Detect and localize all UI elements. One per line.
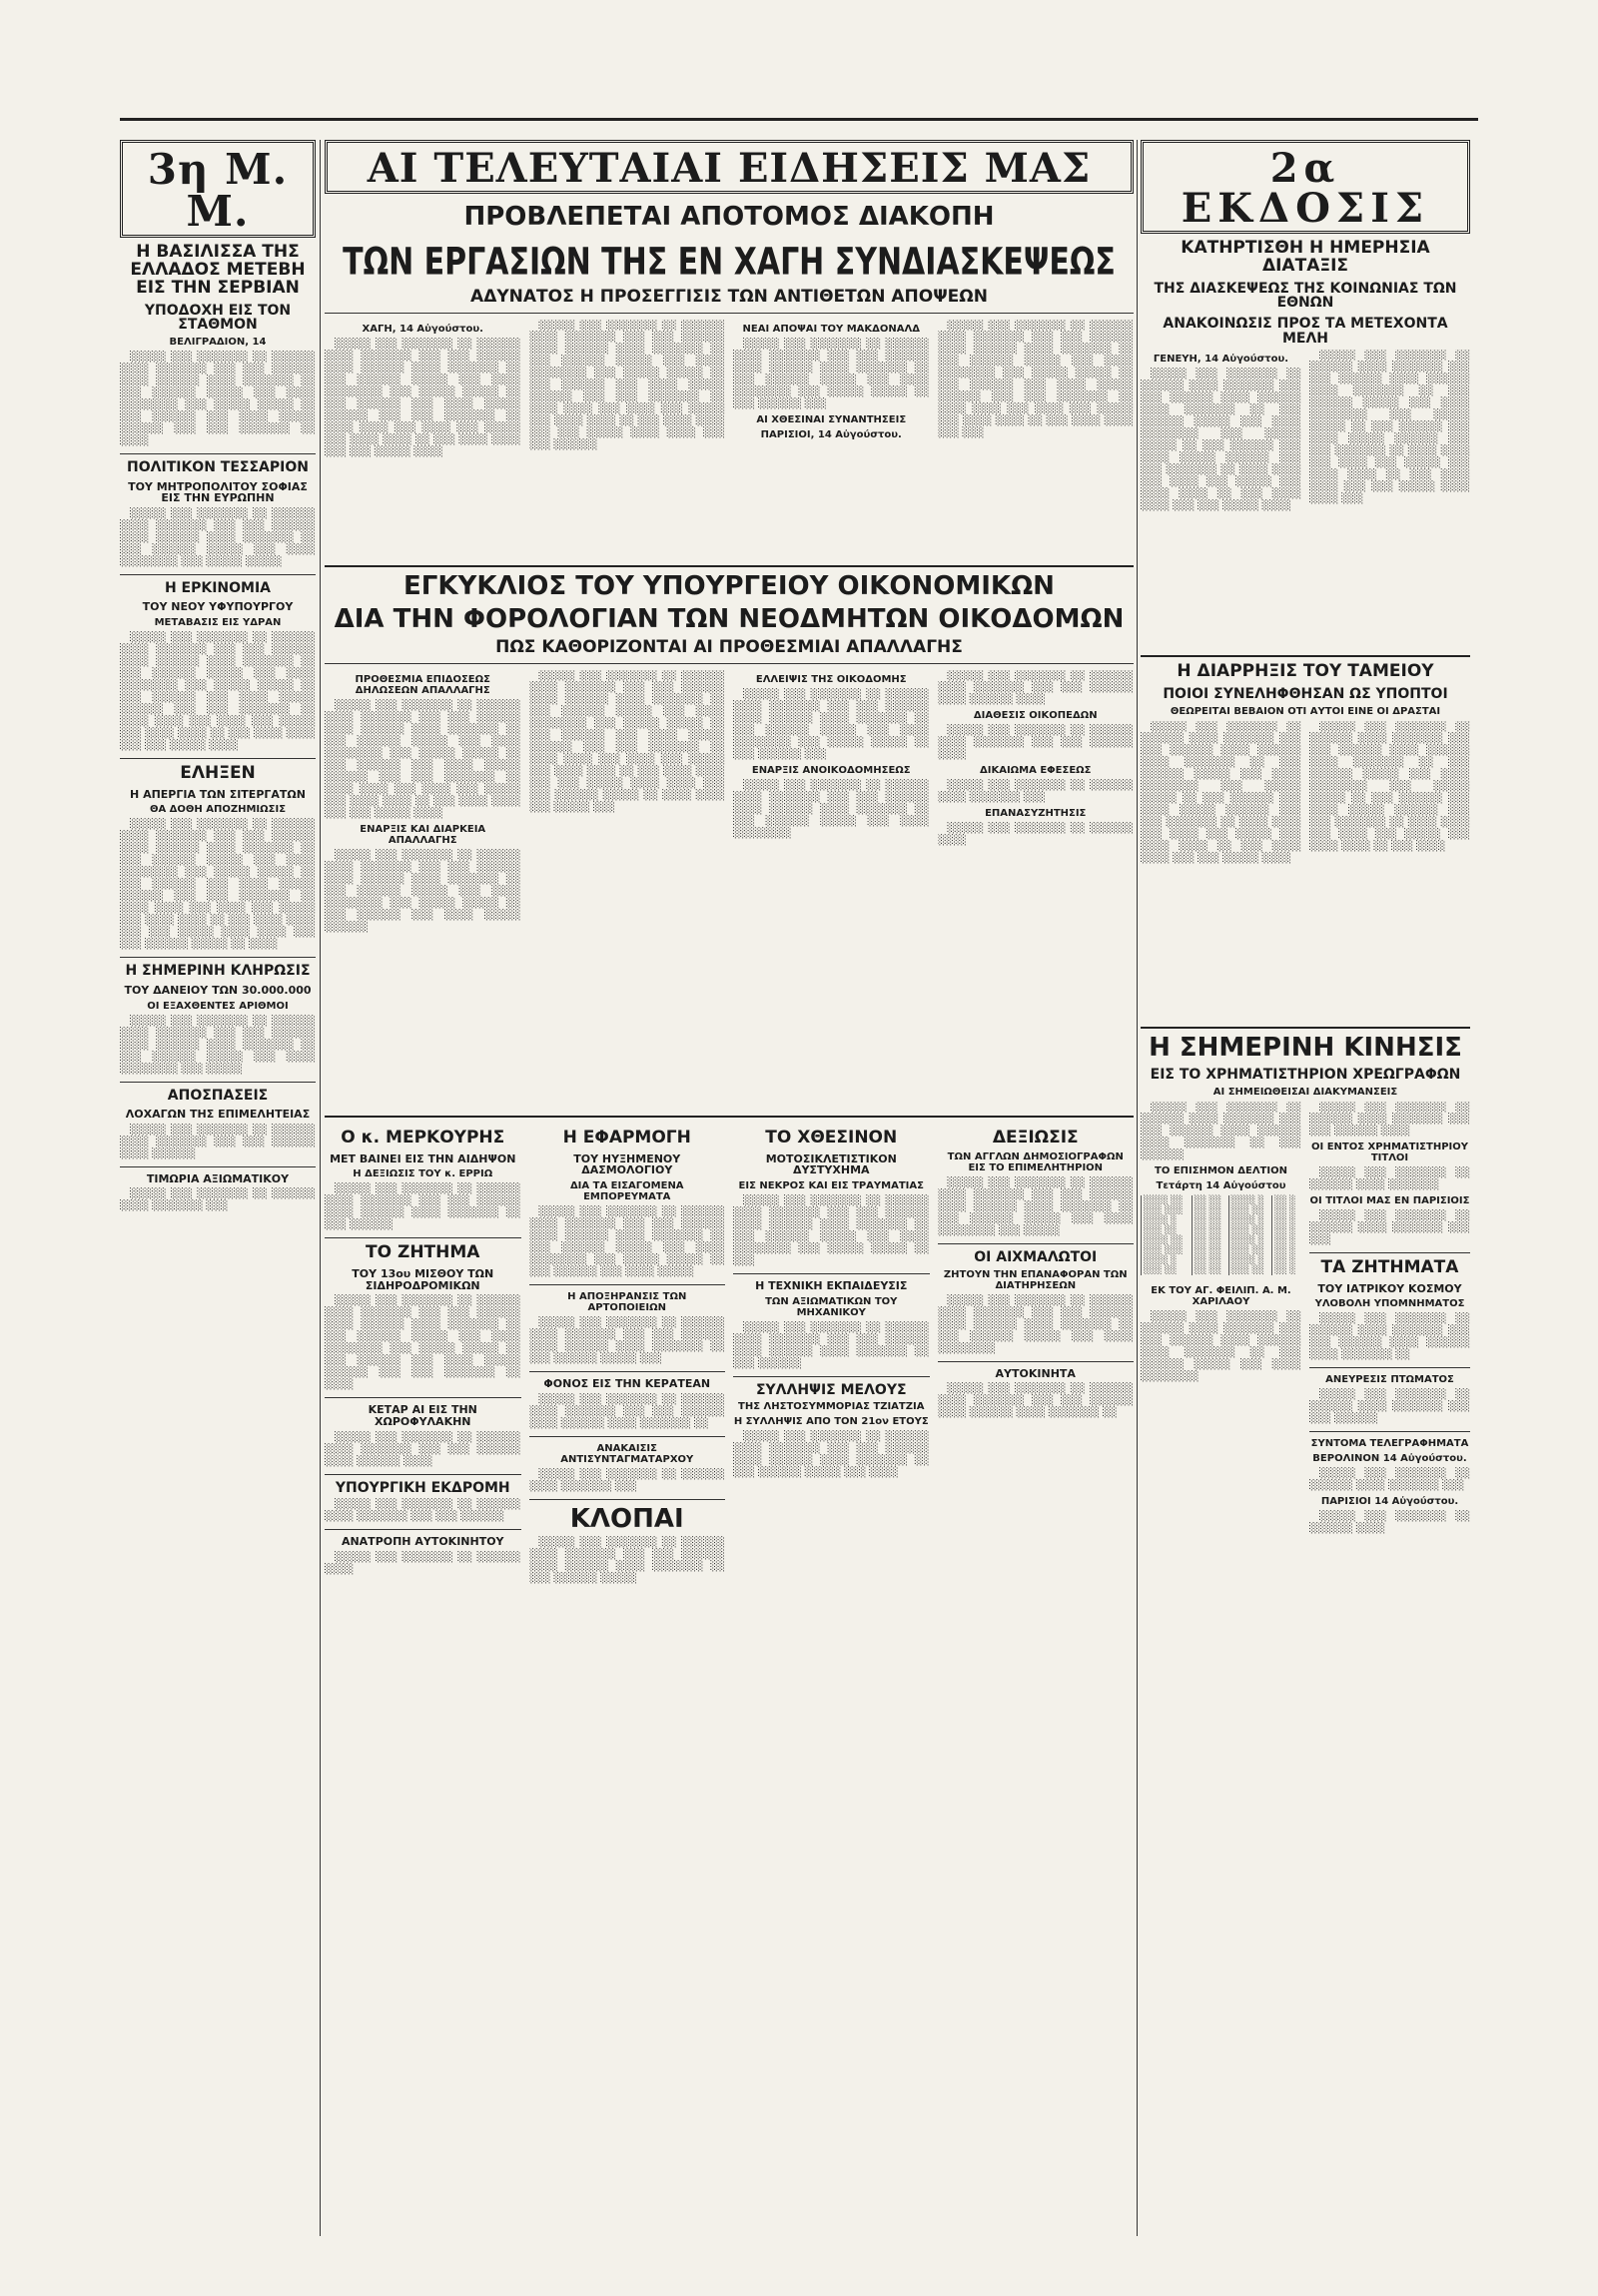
box-meetings: ΑΙ ΧΘΕΣΙΝΑΙ ΣΥΝΑΝΤΗΣΕΙΣ <box>756 413 907 425</box>
section-headline-3: ΠΩΣ ΚΑΘΟΡΙΖΟΝΤΑΙ ΑΙ ΠΡΟΘΕΣΜΙΑΙ ΑΠΑΛΛΑΓΗΣ <box>495 637 963 658</box>
body-text: ░░░░░ ░░░ ░░░░░░░ ░░ ░░░░░░ ░░░░ ░░░░░░░ ░░░ ░░░ ░░░░░░ <box>325 1499 521 1523</box>
body-text: ░░░░░ ░░░ ░░░░░░░ ░░ ░░░░░░ ░░░░ ░░░░░░░ ░░░ ░░░ ░░░░░░ ░░░░ ░░░░░░ ░░░░ ░░░░░░░ ░░ ░░░ ░░░░░░ ░░░░░ ░░░ ░░░░ ░░░░░░░░ ░░░ ░░░░░ ░░░░░ ░░ ░░░ ░░░░░░ ░░░ <box>733 689 930 761</box>
body-text: ░░░░░ ░░░ ░░░░░░░ ░░ ░░░░░░ ░░░░ ░░░░░░░ ░░░ ░░░ ░░░░░░ ░░░░ ░░░░░░ ░░░░ ░░░░░░░ ░░ ░░░ ░░░░░░ <box>325 1183 521 1231</box>
body-text: ░░░░░ ░░░ ░░░░░░░ ░░ ░░░░░░ ░░░░ ░░░░░░░ ░░░ ░░░ ░░░░░░ ░░░░ ░░░░░░ ░░░░ ░░░░░░░ ░░ ░░░ ░░░░░░ ░░░░░ ░░░ ░░░░ ░░░░░░░░ ░░░ ░░░░░ ░░░░░ <box>120 507 316 567</box>
bank-label: ΕΚ ΤΟΥ ΑΓ. ΦΕΙΛΙΠ. Α. Μ. ΧΑΡΙΛΑΟΥ <box>1151 1284 1291 1307</box>
headline-queen: Η ΒΑΣΙΛΙΣΣΑ ΤΗΣ ΕΛΛΑΔΟΣ ΜΕΤΕΒΗ ΕΙΣ ΤΗΝ ΣΕΡΒΙΑΝ <box>130 242 306 298</box>
subhead-fluctuations: ΑΙ ΣΗΜΕΙΩΘΕΙΣΑΙ ΔΙΑΚΥΜΑΝΣΕΙΣ <box>1212 1086 1398 1098</box>
body-text: ░░░░░ ░░░ ░░░░░░░ ░░ ░░░░░░ ░░░░ ░░░░░░░ ░░░ ░░░ ░░░░░░ ░░░░ ░░░░░░ ░░░░ ░░░░░░░ ░░ ░░░ ░░░░░░ ░░░░░ ░░░ ░░░░ ░░░░░░░░ <box>937 1294 1134 1354</box>
lead-dateline: ΧΑΓΗ, 14 Αὐγούστου. <box>362 323 483 335</box>
headline-safe-robbery: Η ΔΙΑΡΡΗΞΙΣ ΤΟΥ ΤΑΜΕΙΟΥ <box>1177 661 1434 682</box>
body-text: ░░░░░ ░░░ ░░░░░░░ ░░ ░░░░░░ ░░░░ ░░░░░░░ ░░░ ░░░ ░░░░░░ ░░░░ ░░░░░░ ░░░░ ░░░░░░░ ░░ ░░░ ░░░░░░ ░░░░░ ░░░ ░░░░ ░░░░░░░░ ░░░ ░░░░░ ░░░░░ ░░ ░░░ <box>733 1195 930 1267</box>
masthead-title: ΑΙ ΤΕΛΕΥΤΑΙΑΙ ΕΙΔΗΣΕΙΣ ΜΑΣ <box>325 140 1134 194</box>
subhead-motorcycle: ΜΟΤΟΣΙΚΛΕΤΙΣΤΙΚΟΝ ΔΥΣΤΥΧΗΜΑ <box>765 1151 897 1177</box>
top-rule <box>120 118 1478 121</box>
headline-medical: ΤΑ ΖΗΤΗΜΑΤΑ <box>1320 1256 1459 1277</box>
body-text: ░░░░░ ░░░ ░░░░░░░ ░░ ░░░░░░ ░░░░ ░░░░░░░ ░░░ <box>1309 1468 1470 1492</box>
body-text: ░░░░░ ░░░ ░░░░░░░ ░░ ░░░░░░ ░░░░ ░░░░░░░ ░░░ ░░░ ░░░░░░ ░░░░ ░░░░░░ ░░░░ ░░░░░░░ ░░ ░░░ ░░░░░░ ░░░░░ ░░░ ░░░░ ░░░░░░░░ ░░░ ░░░░░ ░░░░░ ░░ ░░░ ░░░░░░ ░░░ <box>733 338 930 409</box>
body-text: ░░░░░ ░░░ ░░░░░░░ ░░ ░░░░░░ ░░░░ ░░░░░░░ ░░░ ░░░ ░░░░░░ ░░░░ ░░░░░░ ░░░░ ░░░░░░░ ░░ ░░░ ░░░░░░ ░░░░░ ░░░ ░░░░ ░░░░░░░░ ░░░ ░░░░░ ░░░░░ ░░ ░░░ ░░░░░░ ░░░ ░░░░ ░░░░░ ░░░░░░ ░░░ ░░░ ░░░░░░░ ░░ ░░░░ ░░░░ ░░░ ░░░░ ░░░ ░░░░░ ░░░ ░░░░ ░░░░ ░░ ░░░ ░░░░ ░░░░ ░░░ ░░░ ░░░░░ ░░░░ ░░░░ ░░░ <box>1309 350 1470 505</box>
lead-subhead: ΑΔΥΝΑΤΟΣ Η ΠΡΟΣΕΓΓΙΣΙΣ ΤΩΝ ΑΝΤΙΘΕΤΩΝ ΑΠΟΨΕΩΝ <box>470 286 988 307</box>
headline-issue: ΤΟ ΖΗΤΗΜΑ <box>366 1242 480 1263</box>
paris-title: ΟΙ ΤΙΤΛΟΙ ΜΑΣ ΕΝ ΠΑΡΙΣΙΟΙΣ <box>1309 1194 1470 1206</box>
headline-yesterday: ΤΟ ΧΘΕΣΙΝΟΝ <box>765 1128 898 1148</box>
section-subhead: ΠΡΟΘΕΣΜΙΑ ΕΠΙΔΟΣΕΩΣ ΔΗΛΩΣΕΩΝ ΑΠΑΛΛΑΓΗΣ <box>355 674 490 697</box>
edition-tag-left: 3η Μ. Μ. <box>120 140 316 238</box>
headline-arrest: ΣΥΛΛΗΨΙΣ ΜΕΛΟΥΣ <box>755 1381 907 1398</box>
body-text: ░░░░░ ░░░ ░░░░░░░ ░░ ░░░░░░ ░░░░ ░░░░░░░ ░░░ ░░░ ░░░░░░ ░░░░ <box>1309 1101 1470 1137</box>
subhead-strike: Η ΑΠΕΡΓΙΑ ΤΩΝ ΣΙΤΕΡΓΑΤΩΝ <box>130 787 306 801</box>
body-text: ░░░░░ ░░░ ░░░░░░░ ░░ ░░░░░░ ░░░░ ░░░░░░░ ░░░ ░░░ ░░░░░░ ░░░░ <box>937 725 1134 761</box>
subhead-compensation: ΘΑ ΔΟΘΗ ΑΠΟΖΗΜΙΩΣΙΣ <box>149 804 287 816</box>
section-subhead: ΔΙΚΑΙΩΜΑ ΕΦΕΣΕΩΣ <box>980 765 1092 777</box>
body-text: ░░░░░ ░░░ ░░░░░░░ ░░ ░░░░░░ ░░░░ ░░░░░░░ ░░░ ░░░ ░░░░░░ ░░░░ ░░░░░░ ░░░░ ░░░░░░░ ░░ ░░░ ░░░░░░ ░░░░░ ░░░ ░░░░ ░░░░░░░░ ░░░ ░░░░░ ░░░░░ ░░ ░░░ ░░░░░░ ░░░ ░░░░ ░░░░░ ░░░░░░ ░░░ ░░░ ░░░░░░░ ░░ ░░░░ <box>325 1295 521 1391</box>
body-text: ░░░░░ ░░░ ░░░░░░░ ░░ ░░░░░░ ░░░░ ░░░░░░░ ░░░ ░░░ ░░░░░░ ░░░░ ░░░░░░ ░░░░ ░░░░░░░ ░░ ░░░ ░░░░░░ ░░░░░ ░░░ ░░░░ ░░░░░░░░ ░░░ ░░░░░ ░░░░░ ░░ ░░░ ░░░░░░ ░░░ ░░░░ ░░░░░ ░░░░░░ ░░░ ░░░ ░░░░░░░ ░░ ░░░░ ░░░░ ░░░ ░░░░ ░░░ ░░░░░ ░░░ ░░░░ ░░░░ ░░ ░░░ ░░░░ ░░░░ ░░░ ░░░ ░░░░░ ░░░░ <box>1141 720 1301 864</box>
bulletin-date: Τετάρτη 14 Αὐγούστου <box>1156 1179 1286 1191</box>
body-text: ░░░░░ ░░░ ░░░░░░░ ░░ ░░░░░░ ░░░░ <box>937 823 1134 847</box>
body-text: ░░░░░ ░░░ ░░░░░░░ ░░ ░░░░░░ ░░░░ ░░░░░░░ ░░░ ░░░ ░░░░░░ ░░░░ ░░░░░░ ░░░░ <box>937 670 1134 706</box>
body-text: ░░░░░ ░░░ ░░░░░░░ ░░ ░░░░░░ ░░░░ ░░░░░░░ ░░░ ░░░ ░░░░░░ ░░░░ ░░░░░░ ░░░░ ░░░░░░░ ░░ ░░░ ░░░░░░ ░░░░░ <box>528 1536 725 1584</box>
body-text: ░░░░░ ░░░ ░░░░░░░ ░░ ░░░░░░ ░░░░ ░░░░░░░ ░░░ ░░░ ░░░░░░ ░░░░ ░░░░░░ ░░░░ ░░░░░░░ ░░ ░░░ ░░░░░░ ░░░░░ ░░░ ░░░░ ░░░░░░░░ ░░░ ░░░░░ ░░░░░ ░░ ░░░ ░░░░░░ ░░░ ░░░░ ░░░░░ ░░░░░░ ░░░ ░░░ ░░░░░░░ ░░ ░░░░ ░░░░ ░░░ ░░░░ ░░░ ░░░░░ ░░░ ░░░░ ░░░░ ░░ ░░░ ░░░░ ░░░░ ░░░ ░░░ ░░░░░ ░░░░ <box>325 700 521 820</box>
headline-metropolitan: ΠΟΛΙΤΙΚΟΝ ΤΕΣΣΑΡΙΟΝ <box>127 458 309 475</box>
subhead-announcement: ΑΝΑΚΟΙΝΩΣΙΣ ΠΡΟΣ ΤΑ ΜΕΤΕΧΟΝΤΑ ΜΕΛΗ <box>1163 316 1448 347</box>
body-text: ░░░░░ ░░░ ░░░░░░░ ░░ ░░░░░░ ░░░░ ░░░░░░░ ░░░ ░░░ ░░░░░░ ░░░░ ░░░░░░ ░░░░ ░░░░░░░ ░░ ░░░ ░░░░░░ ░░░░░ ░░░ ░░░░ ░░░░░░░░ ░░░ ░░░░░ ░░░░░ ░░ ░░░ ░░░░░░ ░░░ ░░░░ ░░░░░ ░░░░░░ ░░░ ░░░ ░░░░░░░ ░░ ░░░░ ░░░░ ░░░ ░░░░ ░░░ ░░░░░ ░░░ ░░░░ ░░░░ ░░ ░░░ ░░░░ ░░░░ ░░░ ░░░ ░░░░░ ░░░░ ░░░░ ░░░ ░░░ ░░░░░░ ░░░░░ ░░ ░░░░ ░░░░ ░░░ ░░░░░ ░░░ <box>528 670 725 814</box>
lead-headline-2: ΤΩΝ ΕΡΓΑΣΙΩΝ ΤΗΣ ΕΝ ΧΑΓΗ ΣΥΝΔΙΑΣΚΕΨΕΩΣ <box>343 240 1116 285</box>
subhead-culprits: ΘΕΩΡΕΙΤΑΙ ΒΕΒΑΙΟΝ ΟΤΙ ΑΥΤΟΙ ΕΙΝΕ ΟΙ ΔΡΑΣΤΑΙ <box>1170 705 1441 717</box>
subhead-casualties: ΕΙΣ ΝΕΚΡΟΣ ΚΑΙ ΕΙΣ ΤΡΑΥΜΑΤΙΑΣ <box>738 1180 924 1192</box>
subhead-railway: ΤΟΥ 13ου ΜΙΣΘΟΥ ΤΩΝ ΣΙΔΗΡΟΔΡΟΜΙΚΩΝ <box>352 1267 494 1292</box>
body-text: ░░░░░ ░░░ ░░░░░░░ ░░ ░░░░░░ ░░░░ ░░░░░░░ ░░░ ░░░ ░░░░░░ ░░░░ ░░░░░░ ░░░░ ░░░░░░░ ░░ ░░░ ░░░░░░ ░░░░░ ░░░ ░░░░ ░░░░░░░░ ░░░ ░░░░░ ░░░░░ ░░ ░░░ ░░░░░░ ░░░ ░░░░ ░░░░░ ░░░░░░ ░░░ ░░░ ░░░░░░░ ░░ ░░░░ ░░░░ ░░░ ░░░░ ░░░ ░░░░░ ░░░ ░░░░ ░░░░ ░░ ░░░ ░░░░ ░░░░ ░░░ ░░░ ░░░░░ ░░░░ <box>1141 369 1301 512</box>
subhead-memo: ΥΛΟΒΟΛΗ ΥΠΟΜΝΗΜΑΤΟΣ <box>1314 1298 1465 1310</box>
body-text: ░░░░░ ░░░ ░░░░░░░ ░░ ░░░░░░ ░░░░ ░░░░░░░ ░░░ <box>528 1468 725 1492</box>
dateline-paris: ΠΑΡΙΣΙΟΙ 14 Αὐγούστου. <box>1320 1496 1459 1508</box>
headline-agenda: ΚΑΤΗΡΤΙΣΘΗ Η ΗΜΕΡΗΣΙΑ ΔΙΑΤΑΞΙΣ <box>1181 238 1430 276</box>
bulletin-title: ΤΟ ΕΠΙΣΗΜΟΝ ΔΕΛΤΙΟΝ <box>1155 1164 1287 1176</box>
section-headline-1: ΕΓΚΥΚΛΙΟΣ ΤΟΥ ΥΠΟΥΡΓΕΙΟΥ ΟΙΚΟΝΟΜΙΚΩΝ <box>403 570 1055 601</box>
subhead-numbers: ΟΙ ΕΞΑΧΘΕΝΤΕΣ ΑΡΙΘΜΟΙ <box>147 1000 289 1012</box>
headline-thefts: ΚΛΟΠΑΙ <box>569 1503 684 1534</box>
headline-technical-training: Η ΤΕΧΝΙΚΗ ΕΚΠΑΙΔΕΥΣΙΣ <box>755 1279 908 1293</box>
subhead-prisoners: ΖΗΤΟΥΝ ΤΗΝ ΕΠΑΝΑΦΟΡΑΝ ΤΩΝ ΔΙΑΤΗΡΗΣΕΩΝ <box>943 1268 1128 1291</box>
subhead-arrest-year: Η ΣΥΛΛΗΨΙΣ ΑΠΟ ΤΟΝ 21ον ΕΤΟΥΣ <box>733 1416 929 1428</box>
headline-lottery: Η ΣΗΜΕΡΙΝΗ ΚΛΗΡΩΣΙΣ <box>125 963 311 980</box>
edition-tag-right: 2α ΕΚΔΟΣΙΣ <box>1141 140 1470 234</box>
headline-keratea: ΦΟΝΟΣ ΕΙΣ ΤΗΝ ΚΕΡΑΤΕΑΝ <box>543 1377 711 1391</box>
headline-corpse: ΑΝΕΥΡΕΣΙΣ ΠΤΩΜΑΤΟΣ <box>1325 1374 1454 1386</box>
headline-prisoners: ΟΙ ΑΙΧΜΑΛΩΤΟΙ <box>974 1248 1098 1265</box>
body-text: ░░░░░ ░░░ ░░░░░░░ ░░ ░░░░░░ ░░░░ ░░░░░░░ ░░░ ░░░ ░░░░░░ ░░░░ ░░░░░░ ░░░░ ░░░░░░░ ░░ ░░░ ░░░░░░ ░░░░░ ░░░ ░░░░ ░░░░░░░░ ░░░ ░░░░░ ░░░░░ ░░ ░░░ ░░░░░░ ░░░ ░░░░ ░░░░░ ░░░░░░ ░░░ ░░░ ░░░░░░░ ░░ ░░░░ ░░░░ ░░░ ░░░░ ░░░ ░░░░░ ░░░ ░░░░ ░░░░ ░░ ░░░ ░░░░ ░░░░ ░░░ ░░░ ░░░░░ ░░░░ <box>120 631 316 751</box>
body-text: ░░░░░ ░░░ ░░░░░░░ ░░ ░░░░░░ ░░░░ ░░░░░░░ ░░░ ░░░ ░░░░░░ ░░░░ ░░░░░░ ░░░░ ░░░░░░░ ░░ ░░░ ░░░░░░ <box>1141 1101 1301 1160</box>
subhead-tariff: ΤΟΥ ΗΥΞΗΜΕΝΟΥ ΔΑΣΜΟΛΟΓΙΟΥ <box>573 1151 681 1177</box>
body-text: ░░░░░ ░░░ ░░░░░░░ ░░ ░░░░░░ ░░░░ ░░░░░░░ ░░░ ░░░ ░░░░░░ ░░░░ ░░░░░░ ░░░░ ░░░░░░░ ░░ ░░░ ░░░░░░ ░░░░░ ░░░ ░░░░ ░░░░░░░░ ░░░ ░░░░░ <box>937 1176 1134 1236</box>
dateline-belgrade: ΒΕΛΙΓΡΑΔΙΟΝ, 14 <box>169 336 267 348</box>
center-column <box>325 140 1134 2236</box>
section-subhead: ΕΝΑΡΞΙΣ ΑΝΟΙΚΟΔΟΜΗΣΕΩΣ <box>751 765 911 777</box>
subhead-aidipsos: ΜΕΤ ΒΑΙΝΕΙ ΕΙΣ ΤΗΝ ΑΙΔΗΨΟΝ <box>330 1151 516 1165</box>
body-text: ░░░░░ ░░░ ░░░░░░░ ░░ ░░░░░░ ░░░░ ░░░░░░░ ░░░ ░░░ ░░░░░░ ░░░░ ░░░░░░ <box>120 1124 316 1159</box>
section-headline-2: ΔΙΑ ΤΗΝ ΦΟΡΟΛΟΓΙΑΝ ΤΩΝ ΝΕΟΔΜΗΤΩΝ ΟΙΚΟΔΟΜΩΝ <box>334 603 1125 634</box>
right-column <box>1141 140 1470 2236</box>
securities-title: ΟΙ ΕΝΤΟΣ ΧΡΗΜΑΤΙΣΤΗΡΙΟΥ ΤΙΤΛΟΙ <box>1311 1141 1468 1163</box>
body-text: ░░░░░ ░░░ ░░░░░░░ ░░ ░░░░░░ ░░░░ ░░░░░░░ ░░░ ░░░ ░░░░░░ ░░░░ ░░░░░░ ░░░░ ░░░░░░░ ░░ <box>1309 1313 1470 1361</box>
body-text: ░░░░░ ░░░ ░░░░░░░ ░░ ░░░░░░ ░░░░ ░░░░░░░ ░░░ <box>120 1188 316 1212</box>
subhead-deputy-minister: ΤΟΥ ΝΕΟΥ ΥΦΥΠΟΥΡΓΟΥ <box>142 600 294 614</box>
subhead-imports: ΔΙΑ ΤΑ ΕΙΣΑΓΟΜΕΝΑ ΕΜΠΟΡΕΥΜΑΤΑ <box>569 1180 684 1203</box>
subhead-suspects: ΠΟΙΟΙ ΣΥΝΕΛΗΦΘΗΣΑΝ ΩΣ ΥΠΟΠΤΟΙ <box>1163 686 1448 703</box>
headline-tariff: Η ΕΦΑΡΜΟΓΗ <box>562 1128 691 1148</box>
body-text: ░░░░░ ░░░ ░░░░░░░ ░░ ░░░░░░ ░░░░ ░░░░░░░ ░░░ ░░░ ░░░░░░ ░░░░ ░░░░░░ ░░░░ ░░░░░░░ ░░ ░░░ ░░░░░░ ░░░░░ ░░░ ░░░░ ░░░░░░░░ ░░░ ░░░░░ <box>120 1015 316 1075</box>
subhead-hydra: ΜΕΤΑΒΑΣΙΣ ΕΙΣ ΥΔΡΑΝ <box>154 616 282 628</box>
headline-ministerial-trip: ΥΠΟΥΡΓΙΚΗ ΕΚΔΡΟΜΗ <box>335 1479 510 1496</box>
section-subhead: ΔΙΑΘΕΣΙΣ ΟΙΚΟΠΕΔΩΝ <box>973 710 1098 722</box>
body-text: ░░░░░ ░░░ ░░░░░░░ ░░ ░░░░░░ ░░░░ ░░░░░░░ ░░░ ░░░ ░░░░░░ ░░░░ ░░░░░░ ░░░░ ░░░░░░░ ░░ ░░░ ░░░░░░ ░░░░░ ░░░ ░░░░ <box>733 1431 930 1479</box>
subhead-medical: ΤΟΥ ΙΑΤΡΙΚΟΥ ΚΟΣΜΟΥ <box>1317 1281 1462 1295</box>
body-text: ░░░░░ ░░░ ░░░░░░░ ░░ ░░░░░░ ░░░░ ░░░░░░░ ░░░ ░░░ ░░░░░░ ░░░░ ░░░░░░ ░░░░ ░░░░░░░ ░░ ░░░ ░░░░░░ <box>733 1321 930 1369</box>
subhead-journalists: ΤΩΝ ΑΓΓΛΩΝ ΔΗΜΟΣΙΟΓΡΑΦΩΝ ΕΙΣ ΤΟ ΕΠΙΜΕΛΗΤΗΡΙΟΝ <box>947 1150 1124 1173</box>
headline-telegrams: ΣΥΝΤΟΜΑ ΤΕΛΕΓΡΑΦΗΜΑΤΑ <box>1310 1438 1469 1450</box>
headline-deputy-minister: Η ΕΡΚΙΝΟΜΙΑ <box>164 579 272 596</box>
subhead-reception: ΥΠΟΔΟΧΗ ΕΙΣ ΤΟΝ ΣΤΑΘΜΟΝ <box>144 302 292 334</box>
subhead-loan: ΤΟΥ ΔΑΝΕΙΟΥ ΤΩΝ 30.000.000 <box>124 984 312 997</box>
body-text: ░░░░░ ░░░ ░░░░░░░ ░░ ░░░░░░ ░░░░ ░░░░░░░ ░░░ ░░░ ░░░░░░ ░░░░ ░░░░░░ ░░░░ ░░░░░░░ ░░ ░░░ ░░░░░░ ░░░░░ ░░░ ░░░░ ░░░░░░░░ <box>1141 1310 1301 1382</box>
body-text: ░░░░░ ░░░ ░░░░░░░ ░░ ░░░░░░ ░░░░ ░░░░░░░ <box>1309 1166 1470 1190</box>
subhead-engineers: ΤΩΝ ΑΞΙΩΜΑΤΙΚΩΝ ΤΟΥ ΜΗΧΑΝΙΚΟΥ <box>765 1295 898 1318</box>
dateline-geneva: ΓΕΝΕΥΗ, 14 Αὐγούστου. <box>1153 354 1289 366</box>
headline-punishment: ΤΙΜΩΡΙΑ ΑΞΙΩΜΑΤΙΚΟΥ <box>146 1171 290 1185</box>
subhead-exchange: ΕΙΣ ΤΟ ΧΡΗΜΑΤΙΣΤΗΡΙΟΝ ΧΡΕΩΓΡΑΦΩΝ <box>1150 1067 1461 1084</box>
body-text: ░░░░░ ░░░ ░░░░░░░ ░░ ░░░░░░ ░░░░ ░░░░░░░ ░░░ <box>937 780 1134 804</box>
headline-reinstatement: ΑΝΑΚΑΙΣΙΣ ΑΝΤΙΣΥΝΤΑΓΜΑΤΑΡΧΟΥ <box>560 1442 694 1465</box>
headline-car-overturn: ΑΝΑΤΡΟΠΗ ΑΥΤΟΚΙΝΗΤΟΥ <box>341 1535 504 1549</box>
subhead-herriot: Η ΔΕΞΙΩΣΙΣ ΤΟΥ κ. ΕΡΡΙΩ <box>353 1168 493 1180</box>
subhead-gang: ΤΗΣ ΛΗΣΤΟΣΥΜΜΟΡΙΑΣ ΤΖΙΑΤΖΙΑ <box>738 1401 925 1413</box>
headline-merkouris: Ο κ. ΜΕΡΚΟΥΡΗΣ <box>341 1128 505 1148</box>
body-text: ░░░░░ ░░░ ░░░░░░░ ░░ ░░░░░░ ░░░░ ░░░░░░░ ░░░ ░░░ ░░░░░░ ░░░░ ░░░░░░ ░░░░ ░░░░░░░ ░░ ░░░ ░░░░░░ ░░░░░ ░░░ ░░░░ ░░░░░░░░ ░░░ ░░░░░ ░░░░░ ░░ ░░░ ░░░░░░ ░░░ ░░░░ ░░░░░ ░░░░░░ ░░░ ░░░ ░░░░░░░ ░░ ░░░░ ░░░░ ░░░ ░░░░ ░░░ ░░░░░ ░░░ ░░░░ ░░░░ ░░ ░░░ ░░░░ ░░░░ ░░░ ░░░ <box>937 319 1134 438</box>
column-divider <box>320 140 321 2236</box>
body-text: ░░░░░ ░░░ ░░░░░░░ ░░ ░░░░░░ ░░░░ ░░░░░░░ ░░░ ░░░ ░░░░░░ ░░░░ ░░░░░░ ░░░░ ░░░░░░░ ░░ ░░░ ░░░░░░ ░░░░░ ░░░ ░░░░ ░░░░░░░░ ░░░ ░░░░░ ░░░░░ ░░ ░░░ ░░░░░░ ░░░ ░░░░ ░░░░░ ░░░░░░ ░░░ ░░░ ░░░░░░░ ░░ ░░░░ ░░░░ ░░░ ░░░░ ░░░ ░░░░░ ░░░ ░░░░ ░░░░ ░░ ░░░ ░░░░ ░░░░ ░░░ ░░░ ░░░░░ ░░░░ ░░░░ ░░░ ░░░ ░░░░░░ ░░░░░ ░░ ░░░░ <box>120 819 316 951</box>
body-text: ░░░░░ ░░░ ░░░░░░░ ░░ ░░░░░░ ░░░░ ░░░░░░░ ░░░ ░░░ ░░░░░░ ░░░░ ░░░░░░ ░░░░ ░░░░░░░ ░░ ░░░ ░░░░░░ ░░░░░ ░░░ ░░░░ ░░░░░░░░ ░░░ ░░░░░ ░░░░░ ░░ ░░░ ░░░░░░ ░░░ ░░░░ ░░░░░ ░░░░░░ <box>325 850 521 934</box>
body-text: ░░░░░ ░░░ ░░░░░░░ ░░ ░░░░░░ ░░░░ ░░░░░░░ ░░░ ░░░ ░░░░░░ ░░░░ ░░░░░░ ░░░░ <box>325 1431 521 1467</box>
lead-headline-1: ΠΡΟΒΛΕΠΕΤΑΙ ΑΠΟΤΟΜΟΣ ΔΙΑΚΟΠΗ <box>463 202 995 232</box>
headline-cars: ΑΥΤΟΚΙΝΗΤΑ <box>995 1366 1076 1380</box>
body-text: ░░░░░ ░░░ ░░░░░░░ ░░ ░░░░░░ ░░░░ ░░░░░░░ ░░░ ░░░ ░░░░░░ ░░░░ ░░░░░░ ░░░░ ░░░░░░░ ░░ ░░░ ░░░░░░ ░░░░░ ░░░ ░░░░ ░░░░░░░░ ░░░ ░░░░░ ░░░░░ ░░ ░░░ ░░░░░░ ░░░ ░░░░ ░░░░░ ░░░░░░ ░░░ ░░░ ░░░░░░░ ░░ ░░░░ ░░░░ ░░░ ░░░░ ░░░ ░░░░░ ░░░ ░░░░ ░░░░ ░░ ░░░ ░░░░ ░░░░ ░░░ ░░░ ░░░░░ ░░░░ <box>325 338 521 457</box>
body-text: ░░░░░ ░░░ ░░░░░░░ ░░ ░░░░░░ ░░░░ ░░░░░░░ ░░░ ░░░ ░░░░░░ ░░░░ ░░░░░░ ░░░░ ░░░░░░░ ░░ ░░░ ░░░░░░ ░░░░░ ░░░ ░░░░ ░░░░░░░░ ░░░ ░░░░░ ░░░░░ ░░ ░░░ ░░░░░░ ░░░ ░░░░ ░░░░░ <box>528 1206 725 1278</box>
headline-bakeries: Η ΑΠΟΞΗΡΑΝΣΙΣ ΤΩΝ ΑΡΤΟΠΟΙΕΙΩΝ <box>567 1291 687 1314</box>
body-text: ░░░░░ ░░░ ░░░░░░░ ░░ ░░░░░░ ░░░░ ░░░░░░░ ░░░ ░░░ ░░░░░░ ░░░░ ░░░░░░ ░░░░ ░░░░░░░ ░░ <box>528 1393 725 1429</box>
subhead-metropolitan: ΤΟΥ ΜΗΤΡΟΠΟΛΙΤΟΥ ΣΟΦΙΑΣ ΕΙΣ ΤΗΝ ΕΥΡΩΠΗΝ <box>128 479 308 505</box>
price-table: ░░░░ ░░ ░░ ░░ ░░░░ ░ ░░ ░ ░░░ ░░░ ░░ ░░ ░░░ ░░ ░░ ░ ░░░░ ░ ░░ ░░ ░░░░ ░ ░░ ░ ░░░ ░░ ░░ ░░ ░░░ ░░ ░░ ░ ░░░░ ░░ ░░ ░░ ░░░░ ░ ░░ ░ ░░░ ░░░ ░░ ░░ ░░░ ░░ ░░ ░ ░░░░ ░ ░░ ░░ ░░░░ ░ ░░ ░ ░░░ ░░ ░░ ░░ ░░░ ░░ ░░ ░ <box>1141 1195 1301 1275</box>
subhead-league: ΤΗΣ ΔΙΑΣΚΕΨΕΩΣ ΤΗΣ ΚΟΙΝΩΝΙΑΣ ΤΩΝ ΕΘΝΩΝ <box>1154 280 1457 312</box>
meetings-dateline: ΠΑΡΙΣΙΟΙ, 14 Αὐγούστου. <box>760 428 902 440</box>
body-text: ░░░░░ ░░░ ░░░░░░░ ░░ ░░░░░░ ░░░░ ░░░░░░░ ░░░ ░░░ ░░░░░░ ░░░░ ░░░░░░ ░░░░ ░░░░░░░ ░░ ░░░ ░░░░░░ ░░░░░ ░░░ <box>528 1317 725 1365</box>
dateline-berlin: ΒΕΡΟΛΙΝΟΝ 14 Αὐγούστου. <box>1312 1453 1467 1465</box>
section-subhead: ΕΛΛΕΙΨΙΣ ΤΗΣ ΟΙΚΟΔΟΜΗΣ <box>755 674 907 686</box>
headline-reception: ΔΕΞΙΩΣΙΣ <box>992 1128 1079 1148</box>
body-text: ░░░░░ ░░░ ░░░░░░░ ░░ ░░░░░░ ░░░░ ░░░░░░░ ░░░ ░░░ ░░░░░░ ░░░░ ░░░░░░ ░░░░ ░░░░░░░ ░░ ░░░ ░░░░░░ ░░░░░ ░░░ ░░░░ ░░░░░░░░ ░░░ ░░░░░ ░░░░░ ░░ ░░░ ░░░░░░ ░░░ ░░░░ ░░░░░ ░░░░░░ ░░░ ░░░ ░░░░░░░ ░░ ░░░░ <box>120 351 316 446</box>
body-text: ░░░░░ ░░░ ░░░░░░░ ░░ ░░░░░░ ░░░░ ░░░░░░░ ░░░ ░░░ ░░░░░░ ░░░░ ░░░░░░ ░░░░ ░░░░░░░ ░░ <box>937 1383 1134 1419</box>
headline-gendarmerie: ΚΕΤΑΡ ΑΙ ΕΙΣ ΤΗΝ ΧΩΡΟΦΥΛΑΚΗΝ <box>368 1403 477 1428</box>
headline-market: Η ΣΗΜΕΡΙΝΗ ΚΙΝΗΣΙΣ <box>1149 1032 1462 1063</box>
body-text: ░░░░░ ░░░ ░░░░░░░ ░░ ░░░░░░ ░░░░ <box>1309 1511 1470 1535</box>
headline-transfers: ΑΠΟΣΠΑΣΕΙΣ <box>167 1087 269 1104</box>
section-subhead: ΕΝΑΡΞΙΣ ΚΑΙ ΔΙΑΡΚΕΙΑ ΑΠΑΛΛΑΓΗΣ <box>360 824 486 847</box>
box-macdonald: ΝΕΑΙ ΑΠΟΨΑΙ ΤΟΥ ΜΑΚΔΟΝΑΛΔ <box>742 323 920 335</box>
section-subhead: ΕΠΑΝΑΣΥΖΗΤΗΣΙΣ <box>985 808 1087 820</box>
body-text: ░░░░░ ░░░ ░░░░░░░ ░░ ░░░░░░ ░░░░ <box>325 1551 521 1575</box>
body-text: ░░░░░ ░░░ ░░░░░░░ ░░ ░░░░░░ ░░░░ ░░░░░░░ ░░░ ░░░ ░░░░░░ <box>1309 1389 1470 1425</box>
body-text: ░░░░░ ░░░ ░░░░░░░ ░░ ░░░░░░ ░░░░ ░░░░░░░ ░░░ ░░░ ░░░░░░ ░░░░ ░░░░░░ ░░░░ ░░░░░░░ ░░ ░░░ ░░░░░░ ░░░░░ ░░░ ░░░░ ░░░░░░░░ ░░░ ░░░░░ ░░░░░ ░░ ░░░ ░░░░░░ ░░░ ░░░░ ░░░░░ ░░░░░░ ░░░ ░░░ ░░░░░░░ ░░ ░░░░ ░░░░ ░░░ ░░░░ ░░░ ░░░░░ ░░░ ░░░░ ░░░░ ░░ ░░░ ░░░░ <box>1309 720 1470 852</box>
column-divider <box>1137 140 1138 2236</box>
body-text: ░░░░░ ░░░ ░░░░░░░ ░░ ░░░░░░ ░░░░ ░░░░░░░ ░░░ ░░░ ░░░░░░ ░░░░ ░░░░░░ ░░░░ ░░░░░░░ ░░ ░░░ ░░░░░░ ░░░░░ ░░░ ░░░░ ░░░░░░░░ ░░░ ░░░░░ ░░░░░ ░░ ░░░ ░░░░░░ ░░░ ░░░░ ░░░░░ ░░░░░░ ░░░ ░░░ ░░░░░░░ ░░ ░░░░ ░░░░ ░░░ ░░░░ ░░░ ░░░░░ ░░░ ░░░░ ░░░░ ░░ ░░░ ░░░░ ░░░░ ░░░ ░░░ ░░░░░ ░░░░ ░░░░ ░░░ ░░░ ░░░░░░ <box>528 319 725 450</box>
left-column <box>120 140 316 2236</box>
headline-strike-ended: ΕΛΗΞΕΝ <box>180 762 256 783</box>
subhead-transfers: ΛΟΧΑΓΩΝ ΤΗΣ ΕΠΙΜΕΛΗΤΕΙΑΣ <box>125 1108 311 1122</box>
body-text: ░░░░░ ░░░ ░░░░░░░ ░░ ░░░░░░ ░░░░ ░░░░░░░ ░░░ ░░░ <box>1309 1209 1470 1245</box>
body-text: ░░░░░ ░░░ ░░░░░░░ ░░ ░░░░░░ ░░░░ ░░░░░░░ ░░░ ░░░ ░░░░░░ ░░░░ ░░░░░░ ░░░░ ░░░░░░░ ░░ ░░░ ░░░░░░ ░░░░░ ░░░ ░░░░ ░░░░░░░░ <box>733 780 930 840</box>
